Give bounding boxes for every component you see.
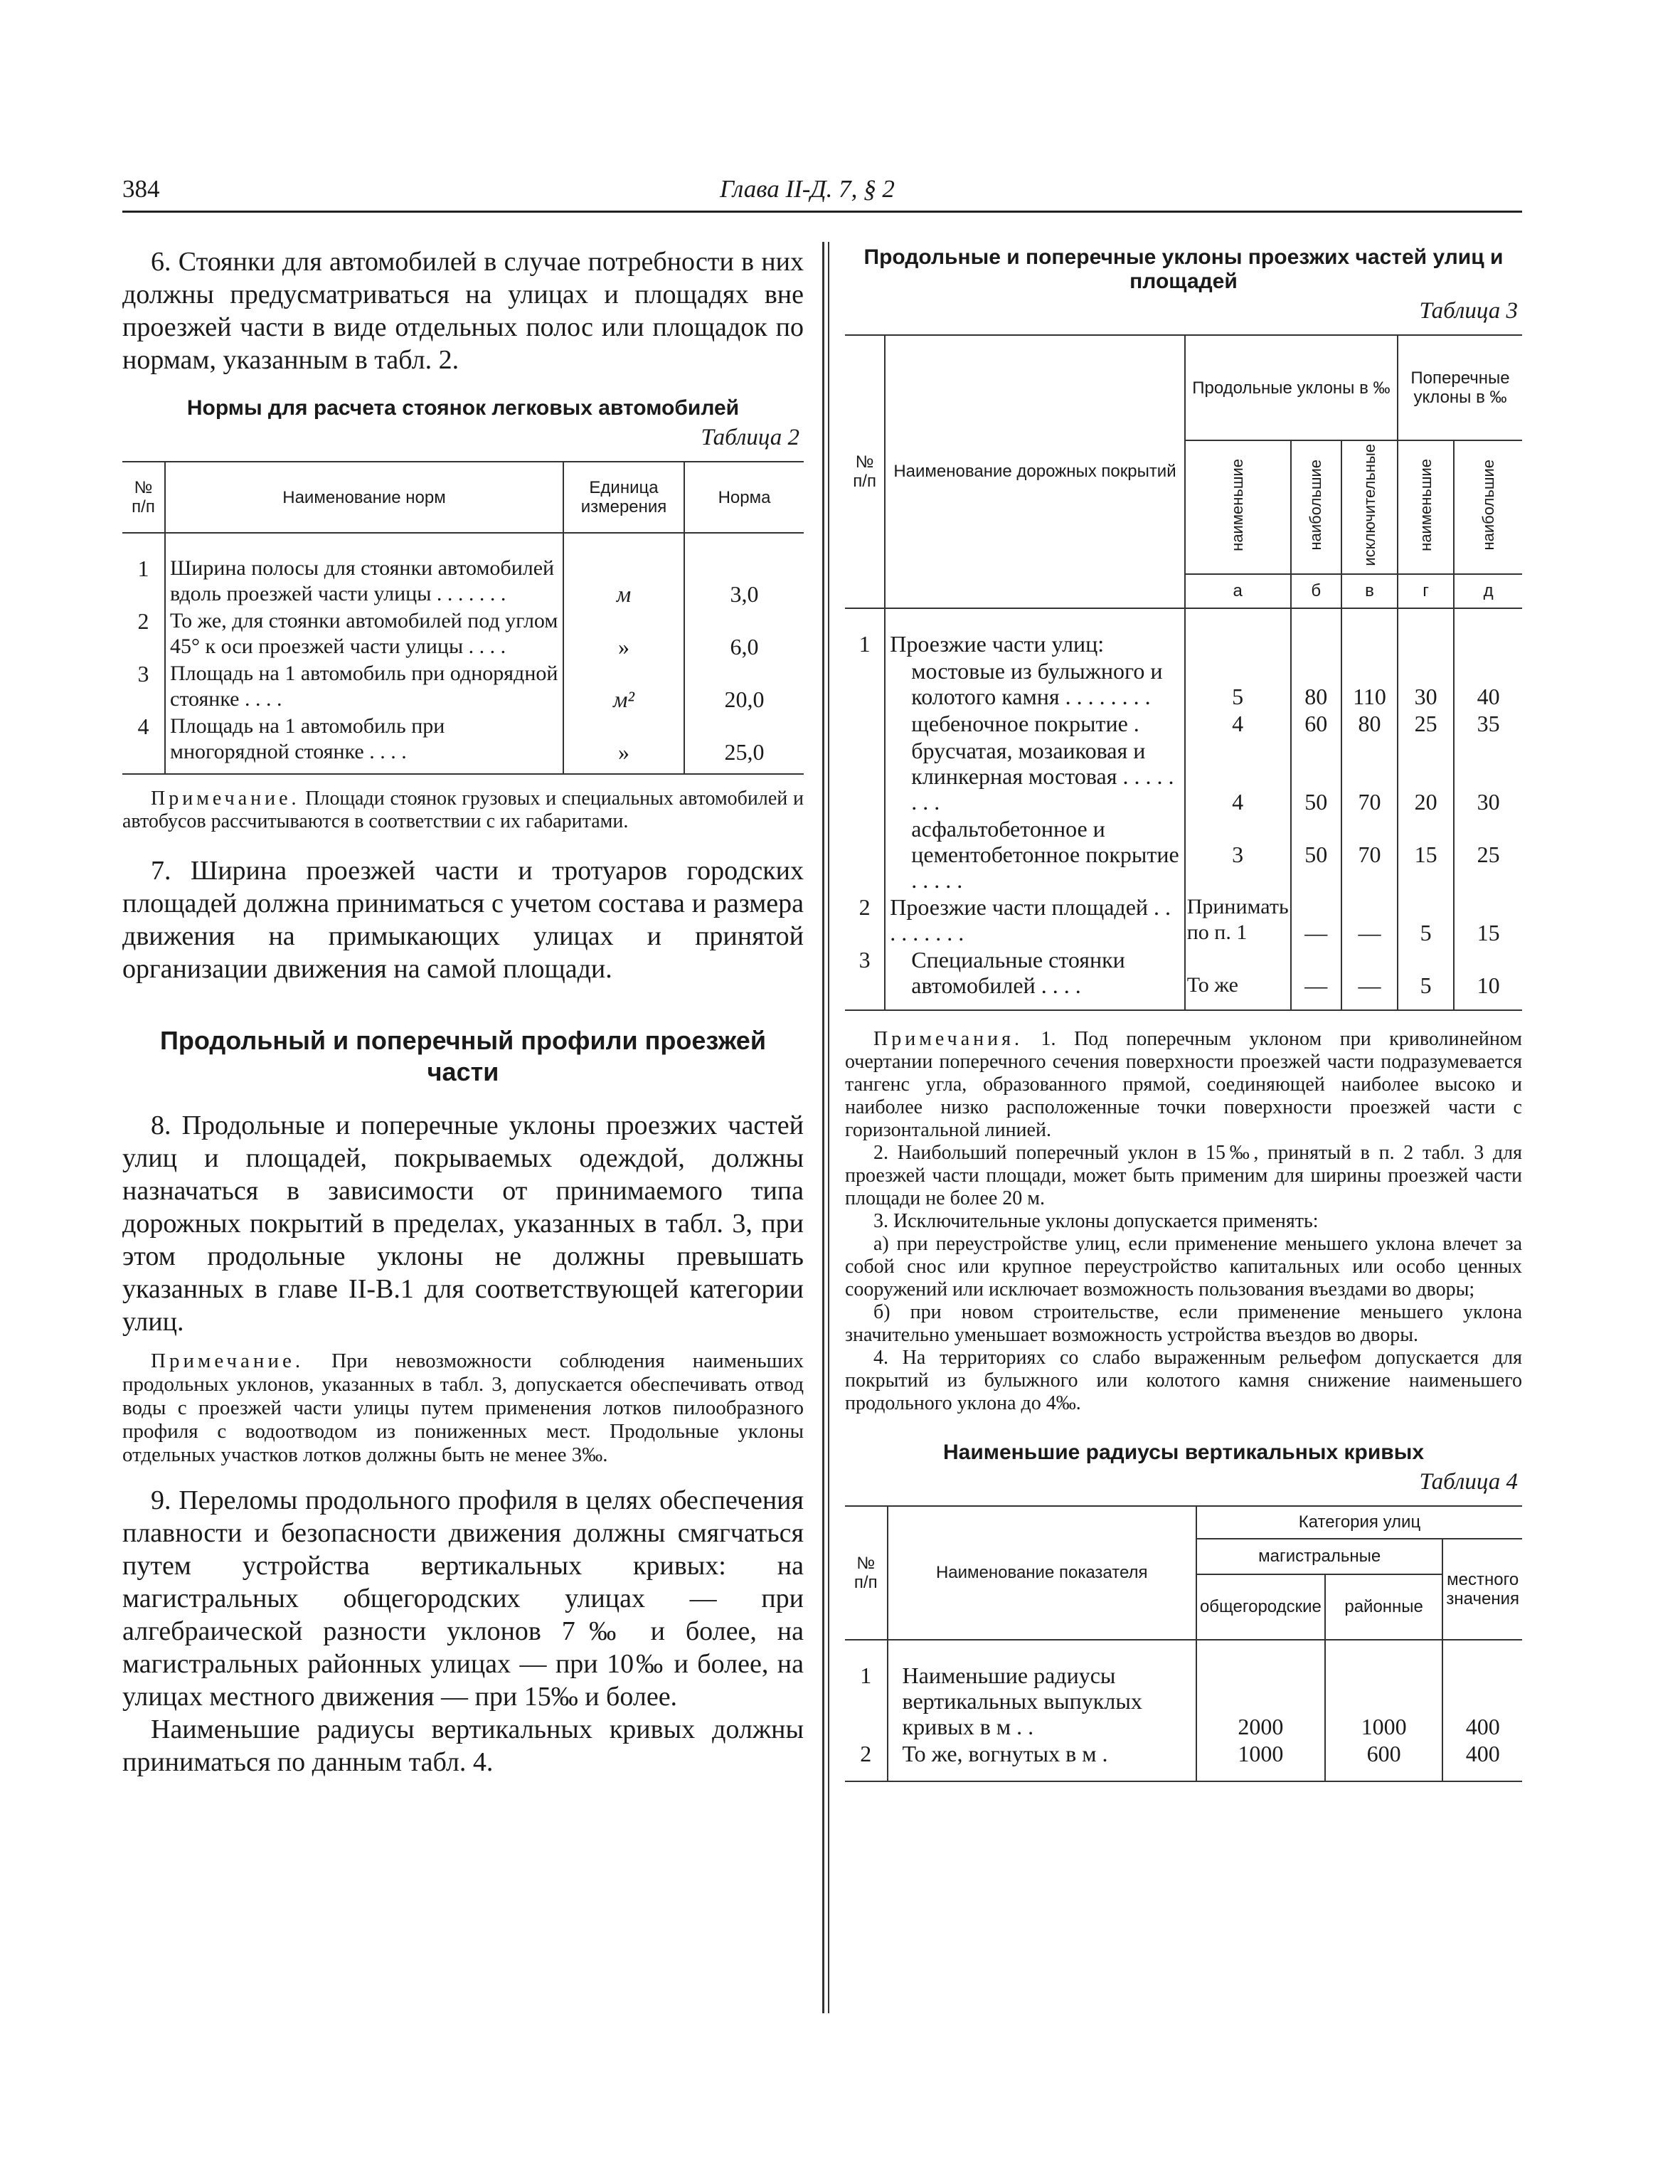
row-number: 1 xyxy=(122,555,165,608)
slope-value: 70 xyxy=(1341,815,1398,894)
section-title: Продольный и поперечный профили проезжей части xyxy=(160,1026,766,1086)
slope-value: 5 xyxy=(1398,946,1454,999)
slope-value: — xyxy=(1341,946,1398,999)
table-3 xyxy=(845,334,1522,1011)
note-text: 1. Под поперечным уклоном при криволинейном очертании поперечного сечения поверхности проезжей части подразумевается тангенс угла, образованного прямой, соединяющей наиболее высоко и наиболее низко расположенные точки поверхности проезжей части с горизонтальной линией. xyxy=(845,1027,1523,1141)
table4-header-name: Наименование показателя xyxy=(888,1506,1196,1640)
table4-header-n: № п/п xyxy=(845,1506,888,1640)
table-row xyxy=(845,1740,1522,1767)
norm-unit: м xyxy=(563,555,684,608)
table3-header-long: Продольные уклоны в ‰ xyxy=(1185,335,1398,440)
radius-value: 1000 xyxy=(1196,1740,1325,1767)
column-divider xyxy=(822,242,824,2013)
paragraph-8-note xyxy=(122,1350,804,1467)
row-number: 2 xyxy=(122,608,165,660)
indicator-name: То же, вогнутых в м . xyxy=(888,1740,1196,1767)
surface-name: асфальтобетонное и цементобетонное покрытие . . . . . xyxy=(885,815,1184,894)
surface-name: Проезжие части улиц: xyxy=(885,630,1184,657)
p8-note-label: Примечание. xyxy=(151,1350,304,1372)
table4-header-district: районные xyxy=(1325,1574,1443,1640)
table-row xyxy=(122,555,804,608)
norm-value: 3,0 xyxy=(684,555,804,608)
slope-value: 15 xyxy=(1398,815,1454,894)
surface-name: брусчатая, мозаиковая и клинкерная мостовая . . . . . . . . xyxy=(885,737,1184,815)
table3-number: Таблица 3 xyxy=(1419,298,1518,324)
table-row xyxy=(845,894,1522,946)
table-row xyxy=(122,660,804,713)
table3-note-4: 4. На территориях со слабо выраженным рельефом допускается для покрытий из булыжного или колотого камня снижение наименьшего продольного уклона до 4‰. xyxy=(845,1346,1522,1414)
paragraph-7: 7. Ширина проезжей части и тротуаров городских площадей должна приниматься с учетом состава и размера движения на примыкающих улицах и принятой организации движения на самой площади. xyxy=(122,856,804,984)
slope-value: — xyxy=(1291,894,1341,946)
table3-note-3a: а) при переустройстве улиц, если применение меньшего уклона влечет за собой снос или крупное переустройство капитальных или особо ценных сооружений или исключает возможность пользования въездами во дворы; xyxy=(845,1232,1522,1300)
column-divider-inner xyxy=(828,242,829,2013)
row-number: 4 xyxy=(122,713,165,765)
norm-name: Площадь на 1 автомобиль при многорядной стоянке . . . . xyxy=(165,713,563,765)
table-2 xyxy=(122,461,804,775)
table3-letter-b: б xyxy=(1291,574,1341,608)
slope-value: 80 xyxy=(1341,710,1398,737)
radius-value: 400 xyxy=(1442,1740,1522,1767)
paragraph-8: 8. Продольные и поперечные уклоны проезжих частей улиц и площадей, покрываемых одеждой, должны назначаться в зависимости от принимаемого типа дорожных покрытий в пределах, указанных в табл. 3, при этом продольные уклоны не должны превышать указанных в главе II-В.1 для соответствующей категории улиц. xyxy=(122,1110,804,1337)
table2-title: Нормы для расчета стоянок легковых автомобилей xyxy=(186,396,740,420)
slope-value: 4 xyxy=(1185,710,1291,737)
norm-value: 20,0 xyxy=(684,660,804,713)
table4-title: Наименьшие радиусы вертикальных кривых xyxy=(942,1440,1425,1464)
table3-header-n: № п/п xyxy=(845,335,885,608)
surface-name: Проезжие части площадей . . . . . . . . . xyxy=(885,894,1184,946)
table4-number: Таблица 4 xyxy=(1419,1468,1518,1495)
table2-header-value: Норма xyxy=(684,462,804,533)
table2-header-name: Наименование норм xyxy=(165,462,563,533)
table-row xyxy=(845,815,1522,894)
surface-name: щебеночное покрытие . xyxy=(885,710,1184,737)
surface-name: Специальные стоянки автомобилей . . . . xyxy=(885,946,1184,999)
table3-sub-min-long: наименьшие xyxy=(1228,458,1247,551)
slope-value: 30 xyxy=(1398,657,1454,710)
paragraph-9: 9. Переломы продольного профиля в целях обеспечения плавности и безопасности движения должны смягчаться путем устройства вертикальных кривых: на магистральных общегородских улицах — при алгебраической разности уклонов 7‰ и более, на магистральных районных улицах — при 10‰ и более, на улицах местного движения — при 15‰ и более. xyxy=(122,1485,804,1712)
table4-header-category: Категория улиц xyxy=(1196,1506,1522,1539)
table3-note-2: 2. Наибольший поперечный уклон в 15‰, принятый в п. 2 табл. 3 для проезжей части площади, может быть применим для ширины проезжей части площади не более 20 м. xyxy=(845,1141,1522,1209)
table-row xyxy=(845,1662,1522,1740)
table-row xyxy=(122,713,804,765)
table4-header-local: местного значения xyxy=(1442,1539,1522,1640)
p8-note-text: При невозможности соблюдения наименьших продольных уклонов, указанных в табл. 3, допускается обеспечивать отвод воды с проезжей части улицы путем применения лотков пилообразного профиля с водоотводом из пониженных мест. Продольные уклоны отдельных участков лотков должны быть не менее 3‰. xyxy=(122,1350,804,1466)
table3-note-3: 3. Исключительные уклоны допускается применять: xyxy=(873,1209,1319,1232)
slope-value: 50 xyxy=(1291,815,1341,894)
norm-unit: м² xyxy=(563,660,684,713)
table3-notes-label: Примечания. xyxy=(873,1027,1024,1050)
table3-sub-exc-long: исключительные xyxy=(1360,444,1378,566)
norm-unit: » xyxy=(563,713,684,765)
slope-value: 4 xyxy=(1185,737,1291,815)
table3-note-1 xyxy=(845,1028,1522,1142)
slope-value: 60 xyxy=(1291,710,1341,737)
table2-note-text: Площади стоянок грузовых и специальных автомобилей и автобусов рассчитываются в соответствии с их габаритами. xyxy=(122,788,804,832)
indicator-name: Наименьшие радиусы вертикальных выпуклых кривых в м . . xyxy=(888,1662,1196,1740)
norm-name: Ширина полосы для стоянки автомобилей вдоль проезжей части улицы . . . . . . . xyxy=(165,555,563,608)
slope-value: — xyxy=(1291,946,1341,999)
radius-value: 2000 xyxy=(1196,1662,1325,1740)
norm-value: 25,0 xyxy=(684,713,804,765)
slope-value: 3 xyxy=(1185,815,1291,894)
slope-value: 70 xyxy=(1341,737,1398,815)
table-4 xyxy=(845,1505,1522,1782)
slope-value: 15 xyxy=(1454,894,1522,946)
table2-header-unit: Единица измерения xyxy=(563,462,684,533)
table-row xyxy=(845,737,1522,815)
slope-value: 50 xyxy=(1291,737,1341,815)
paragraph-6: 6. Стоянки для автомобилей в случае потребности в них должны предусматриваться на улицах и площадях вне проезжей части в виде отдельных полос или площадок по нормам, указанным в табл. 2. xyxy=(122,247,804,375)
page-number: 384 xyxy=(122,175,160,203)
table3-letter-d: д xyxy=(1454,574,1522,608)
row-number: 1 xyxy=(845,630,885,657)
radius-value: 400 xyxy=(1442,1662,1522,1740)
table3-letter-v: в xyxy=(1341,574,1398,608)
table3-sub-min-cross: наименьшие xyxy=(1416,458,1435,551)
table3-sub-max-cross: наибольшие xyxy=(1479,460,1497,551)
table-row xyxy=(845,710,1522,737)
slope-value: — xyxy=(1341,894,1398,946)
slope-value: 35 xyxy=(1454,710,1522,737)
table3-letter-g: г xyxy=(1398,574,1454,608)
slope-value: 40 xyxy=(1454,657,1522,710)
slope-value: 5 xyxy=(1185,657,1291,710)
radius-value: 1000 xyxy=(1325,1662,1443,1740)
table2-note xyxy=(122,788,804,833)
slope-value: 20 xyxy=(1398,737,1454,815)
running-title: Глава II-Д. 7, § 2 xyxy=(720,175,895,203)
left-column xyxy=(122,245,804,1779)
table-row xyxy=(845,657,1522,710)
right-column xyxy=(845,245,1522,1782)
slope-value: Принимать по п. 1 xyxy=(1185,894,1291,946)
row-number: 1 xyxy=(845,1662,888,1740)
norm-unit: » xyxy=(563,608,684,660)
slope-value: 80 xyxy=(1291,657,1341,710)
slope-value: То же xyxy=(1185,946,1291,999)
page-header xyxy=(122,175,1522,213)
table3-header-cross: Поперечные уклоны в ‰ xyxy=(1398,335,1522,440)
slope-value: 110 xyxy=(1341,657,1398,710)
table2-header-n: № п/п xyxy=(122,462,165,533)
table3-title: Продольные и поперечные уклоны проезжих частей улиц и площадей xyxy=(863,245,1504,293)
surface-name: мостовые из булыжного и колотого камня . . . . . . . . xyxy=(885,657,1184,710)
table4-header-general: общегородские xyxy=(1196,1574,1325,1640)
table-row xyxy=(845,630,1522,657)
slope-value: 25 xyxy=(1454,815,1522,894)
radius-value: 600 xyxy=(1325,1740,1443,1767)
row-number: 2 xyxy=(845,1740,888,1767)
table3-header-name: Наименование дорожных покрытий xyxy=(885,335,1184,608)
slope-value: 10 xyxy=(1454,946,1522,999)
table-row xyxy=(122,608,804,660)
table2-note-label: Примечание. xyxy=(151,788,300,810)
slope-value: 25 xyxy=(1398,710,1454,737)
row-number: 3 xyxy=(845,946,885,999)
slope-value: 30 xyxy=(1454,737,1522,815)
table-row xyxy=(845,946,1522,999)
table3-letter-a: а xyxy=(1185,574,1291,608)
row-number: 3 xyxy=(122,660,165,713)
norm-name: То же, для стоянки автомобилей под углом 45° к оси проезжей части улицы . . . . xyxy=(165,608,563,660)
paragraph-9b: Наименьшие радиусы вертикальных кривых должны приниматься по данным табл. 4. xyxy=(122,1714,804,1777)
table3-sub-max-long: наибольшие xyxy=(1307,460,1325,551)
table4-header-main: магистральные xyxy=(1196,1539,1442,1574)
row-number: 2 xyxy=(845,894,885,946)
norm-value: 6,0 xyxy=(684,608,804,660)
table2-number: Таблица 2 xyxy=(701,425,799,450)
slope-value: 5 xyxy=(1398,894,1454,946)
norm-name: Площадь на 1 автомобиль при однорядной стоянке . . . . xyxy=(165,660,563,713)
table3-note-3b: б) при новом строительстве, если применение меньшего уклона значительно уменьшает возможность устройства въездов во дворы. xyxy=(845,1300,1522,1346)
